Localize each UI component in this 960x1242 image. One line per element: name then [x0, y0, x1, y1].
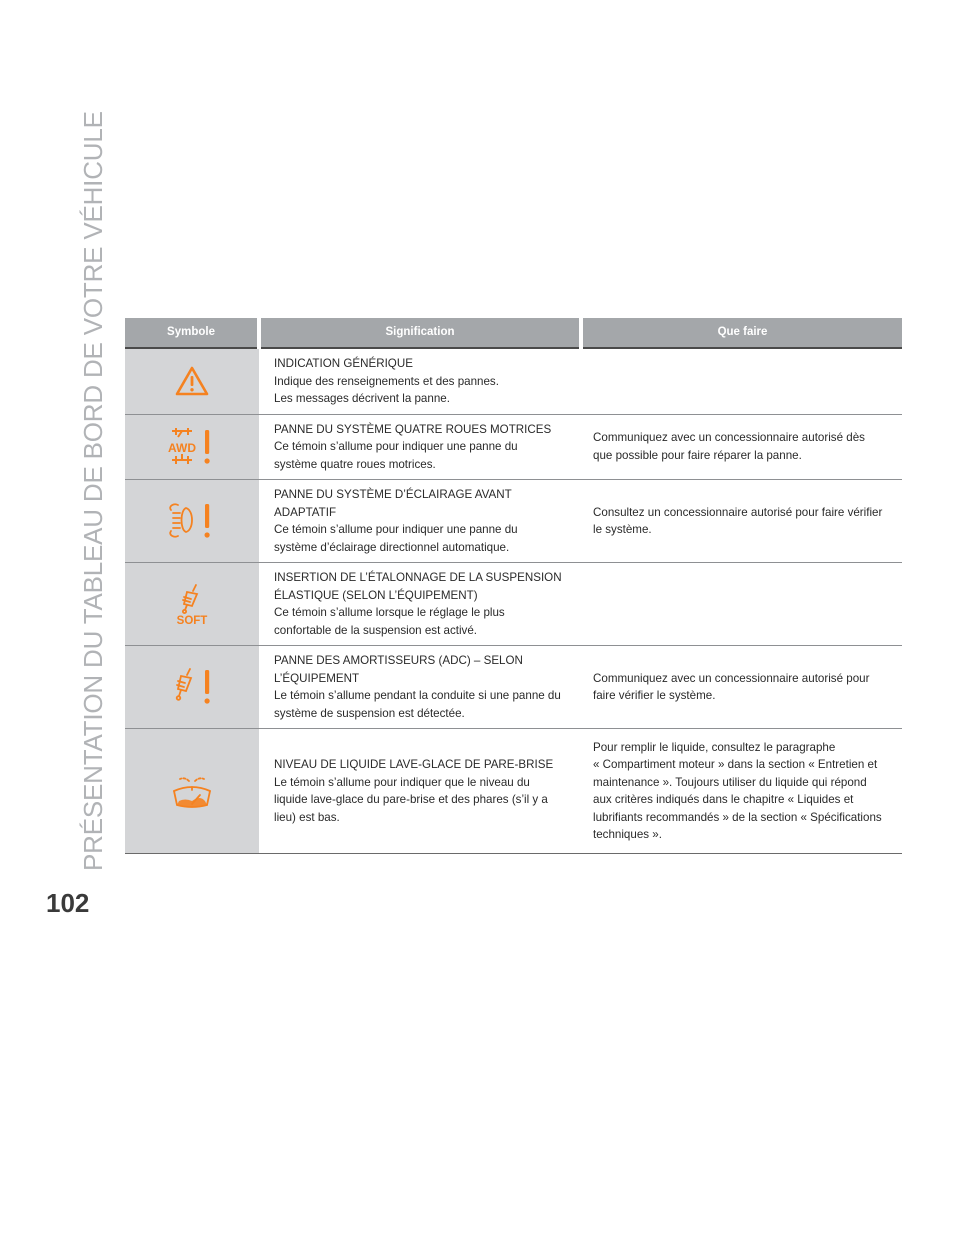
action-line: techniques ».: [593, 828, 662, 841]
symbol-cell: [125, 563, 259, 646]
meaning-cell: [259, 563, 581, 646]
meaning-cell: [259, 414, 581, 480]
table-row: [125, 414, 902, 480]
action-line: maintenance ». Toujours utiliser du liquide qui répond: [593, 775, 867, 789]
adaptive-headlight-fault-icon: [166, 500, 218, 542]
meaning-line: Indique des renseignements et des pannes.: [274, 374, 499, 388]
meaning-line: Les messages décrivent la panne.: [274, 392, 450, 405]
table-row: [125, 646, 902, 729]
table-row: [125, 563, 902, 646]
symbol-cell: [125, 646, 259, 729]
meaning-line: Ce témoin s’allume pour indiquer une panne du: [274, 440, 518, 453]
action-line: Pour remplir le liquide, consultez le paragraphe: [593, 740, 836, 754]
table-row: [125, 480, 902, 563]
meaning-line: Ce témoin s’allume lorsque le réglage le plus: [274, 606, 505, 619]
action-line: le système.: [593, 523, 652, 536]
meaning-title: L’ÉQUIPEMENT: [274, 671, 360, 685]
symbol-cell: [125, 729, 259, 854]
meaning-line: confortable de la suspension est activé.: [274, 623, 478, 637]
meaning-line: système d’éclairage directionnel automatique.: [274, 540, 510, 554]
meaning-line: liquide lave-glace du pare-brise et des phares (s’il y a: [274, 793, 548, 806]
meaning-title: PANNE DU SYSTÈME D’ÉCLAIRAGE AVANT: [274, 488, 512, 501]
meaning-line: lieu) est bas.: [274, 810, 340, 824]
symbol-cell: [125, 348, 259, 414]
action-cell: [581, 563, 902, 646]
action-line: aux critères indiqués dans le chapitre « Liquides et: [593, 793, 854, 806]
header-meaning: Signification: [259, 318, 581, 348]
action-line: Communiquez avec un concessionnaire autorisé dès: [593, 431, 865, 445]
action-line: Communiquez avec un concessionnaire autorisé pour: [593, 671, 870, 685]
meaning-cell: [259, 729, 581, 854]
side-chapter-title: PRÉSENTATION DU TABLEAU DE BORD DE VOTRE VÉHICULE: [78, 111, 108, 871]
header-symbol: Symbole: [125, 318, 259, 348]
meaning-line: Le témoin s’allume pendant la conduite si une panne du: [274, 689, 561, 702]
soft-suspension-icon: [169, 582, 215, 626]
meaning-cell: [259, 646, 581, 729]
meaning-line: Ce témoin s’allume pour indiquer une panne du: [274, 523, 518, 536]
meaning-line: système de suspension est détectée.: [274, 706, 465, 720]
washer-fluid-icon: [167, 771, 217, 811]
meaning-title: PANNE DES AMORTISSEURS (ADC) – SELON: [274, 654, 523, 667]
table-row: [125, 348, 902, 414]
meaning-title: NIVEAU DE LIQUIDE LAVE-GLACE DE PARE-BRISE: [274, 758, 554, 771]
table-header-row: [125, 318, 902, 348]
meaning-title: INDICATION GÉNÉRIQUE: [274, 357, 413, 370]
symbol-cell: [125, 480, 259, 563]
action-line: « Compartiment moteur » dans la section « Entretien et: [593, 758, 878, 771]
action-cell: [581, 646, 902, 729]
action-line: Consultez un concessionnaire autorisé pour faire vérifier: [593, 505, 883, 519]
action-cell: [581, 480, 902, 563]
meaning-title: INSERTION DE L’ÉTALONNAGE DE LA SUSPENSION: [274, 571, 562, 584]
meaning-cell: [259, 348, 581, 414]
action-cell: [581, 729, 902, 854]
meaning-line: système quatre roues motrices.: [274, 457, 436, 471]
table-row: [125, 729, 902, 854]
meaning-cell: [259, 480, 581, 563]
awd-fault-icon: [166, 426, 218, 468]
meaning-line: Le témoin s’allume pour indiquer que le niveau du: [274, 775, 530, 789]
awd-icon-text: AWD: [168, 440, 196, 455]
action-line: faire vérifier le système.: [593, 689, 716, 702]
meaning-title: PANNE DU SYSTÈME QUATRE ROUES MOTRICES: [274, 422, 552, 436]
meaning-title: ÉLASTIQUE (SELON L’ÉQUIPEMENT): [274, 588, 478, 602]
symbol-cell: [125, 414, 259, 480]
action-cell: [581, 414, 902, 480]
header-action: Que faire: [581, 318, 902, 348]
action-cell: [581, 348, 902, 414]
meaning-title: ADAPTATIF: [274, 505, 337, 519]
warning-triangle-icon: [174, 365, 210, 397]
soft-icon-text: SOFT: [176, 615, 208, 626]
action-line: que possible pour faire réparer la panne.: [593, 448, 802, 462]
action-line: lubrifiants recommandés » de la section « Spécifications: [593, 810, 882, 824]
shock-absorber-fault-icon: [166, 665, 218, 709]
warning-lights-table: [125, 318, 902, 854]
page-number: 102: [46, 888, 90, 918]
